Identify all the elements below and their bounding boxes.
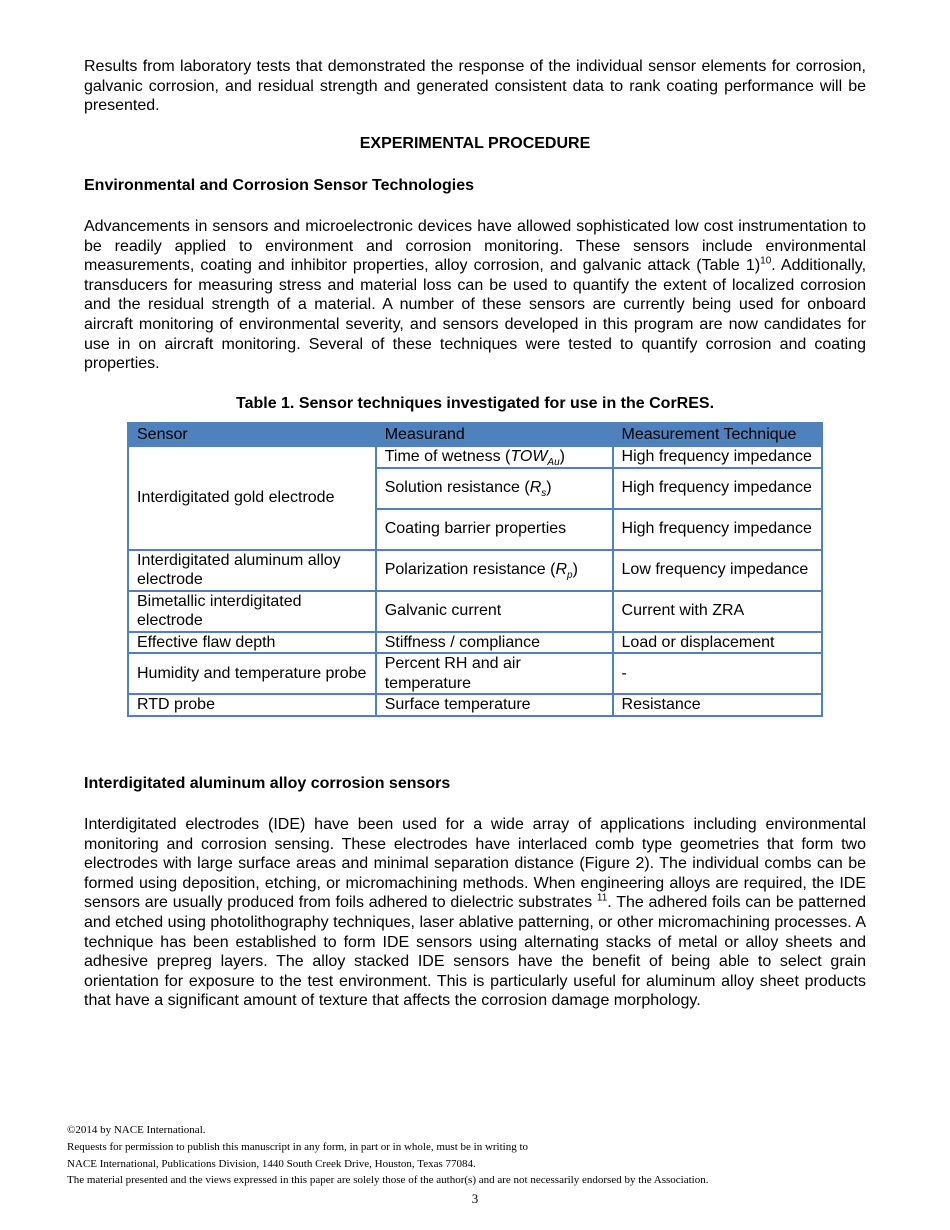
rs-close: )	[546, 479, 552, 497]
cell-technique: High frequency impedance	[613, 446, 822, 468]
footer-line: NACE International, Publications Division, 1440 South Creek Drive, Houston, Texas 77084.	[67, 1157, 476, 1170]
cell-al-sensor: Interdigitated aluminum alloy electrode	[128, 550, 376, 591]
section-heading: EXPERIMENTAL PROCEDURE	[359, 135, 591, 152]
cell-technique: Load or displacement	[613, 632, 822, 654]
cell-rs	[376, 468, 613, 509]
page-number: 3	[471, 1191, 479, 1206]
cell-technique: High frequency impedance	[613, 509, 822, 550]
tow-subscript: Au	[547, 457, 560, 469]
footer-line: The material presented and the views expressed in this paper are solely those of the author(s) and are not necessarily endorsed by the Association.	[67, 1174, 709, 1187]
table-caption: Table 1. Sensor techniques investigated for use in the CorRES.	[235, 395, 715, 412]
header-technique: Measurement Technique	[613, 423, 822, 446]
rs-subscript: s	[541, 488, 547, 500]
rp-label: Polarization resistance (	[384, 561, 556, 579]
intro-paragraph: Results from laboratory tests that demonstrated the response of the individual sensor elements for corrosion, galvanic corrosion, and residual strength and generated consistent data to rank coating performance will be presented.	[84, 58, 866, 115]
cell-tow	[376, 446, 613, 468]
sensor-technologies-paragraph	[84, 217, 866, 374]
table-header-row	[128, 423, 822, 446]
cell-sensor: Bimetallic interdigitated electrode	[128, 591, 376, 632]
table-row	[128, 591, 822, 632]
tow-label: Time of wetness (	[384, 448, 511, 465]
cell-coating: Coating barrier properties	[376, 509, 613, 550]
ide-paragraph	[84, 815, 866, 1011]
cell-technique: Current with ZRA	[613, 591, 822, 632]
para-text-1: Interdigitated electrodes (IDE) have been used for a wide array of applications including environmental monitoring and corrosion sensing. These electrodes have interlaced comb type geometries that form two electrodes with large surface areas and minimal separation distance (Figure 2). The individual combs can be formed using deposition, etching, or micromachining methods. When engineering alloys are required, the IDE sensors are usually produced from foils adhered to dielectric substrates	[84, 816, 866, 912]
subsection-heading-ide: Interdigitated aluminum alloy corrosion sensors	[84, 775, 451, 792]
rp-symbol: R	[555, 561, 568, 579]
cell-rp	[376, 550, 613, 591]
para-text-2: . Additionally, transducers for measuring stress and material loss can be used to quantify the extent of localized corrosion and the residual strength of a material. A number of these sensors are currently being used for onboard aircraft monitoring of environmental severity, and sensors developed in this program are now candidates for use in on aircraft monitoring. Several of these techniques were tested to quantify corrosion and coating properties.	[84, 257, 867, 373]
cell-measurand: Surface temperature	[376, 694, 613, 716]
footer-line: Requests for permission to publish this manuscript in any form, in part or in whole, must be in writing to	[67, 1140, 529, 1153]
tow-symbol: TOW	[510, 448, 548, 465]
rs-label: Solution resistance (	[384, 479, 530, 497]
sensor-techniques-table	[127, 422, 823, 717]
table-row	[128, 550, 822, 591]
cell-gold-sensor: Interdigitated gold electrode	[128, 446, 376, 550]
tow-close: )	[559, 448, 565, 465]
reference-10: 10	[760, 255, 772, 267]
cell-technique: -	[613, 653, 822, 694]
cell-technique: Resistance	[613, 694, 822, 716]
table-row	[128, 446, 822, 468]
para-text-2: . The adhered foils can be patterned and etched using photolithography techniques, laser ablative patterning, or other micromachining processes. A technique has been established to form IDE sensors using alternating stacks of metal or alloy sheets and adhesive prepreg layers. The alloy stacked IDE sensors have the benefit of being able to select grain orientation for exposure to the test environment. This is particularly useful for aluminum alloy sheet products that have a significant amount of texture that affects the corrosion damage morphology.	[84, 894, 867, 1010]
cell-sensor: RTD probe	[128, 694, 376, 716]
rs-symbol: R	[529, 479, 542, 497]
rp-subscript: p	[567, 570, 573, 582]
table-row	[128, 632, 822, 654]
cell-sensor: Effective flaw depth	[128, 632, 376, 654]
footer-line: ©2014 by NACE International.	[67, 1124, 206, 1136]
cell-sensor: Humidity and temperature probe	[128, 653, 376, 694]
header-measurand: Measurand	[376, 423, 613, 446]
header-sensor: Sensor	[128, 423, 376, 446]
cell-measurand: Stiffness / compliance	[376, 632, 613, 654]
reference-11: 11	[596, 893, 608, 905]
copyright-footer	[67, 1122, 708, 1189]
cell-measurand: Galvanic current	[376, 591, 613, 632]
cell-technique: Low frequency impedance	[613, 550, 822, 591]
cell-technique: High frequency impedance	[613, 468, 822, 509]
table-row	[128, 653, 822, 694]
rp-close: )	[572, 561, 578, 579]
cell-measurand: Percent RH and air temperature	[376, 653, 613, 694]
para-text-1: Advancements in sensors and microelectronic devices have allowed sophisticated low cost instrumentation to be readily applied to environment and corrosion monitoring. These sensors include environmental measurements, coating and inhibitor properties, alloy corrosion, and galvanic attack (Table 1)	[84, 218, 866, 275]
table-row	[128, 694, 822, 716]
subsection-heading-sensors: Environmental and Corrosion Sensor Technologies	[84, 177, 474, 194]
